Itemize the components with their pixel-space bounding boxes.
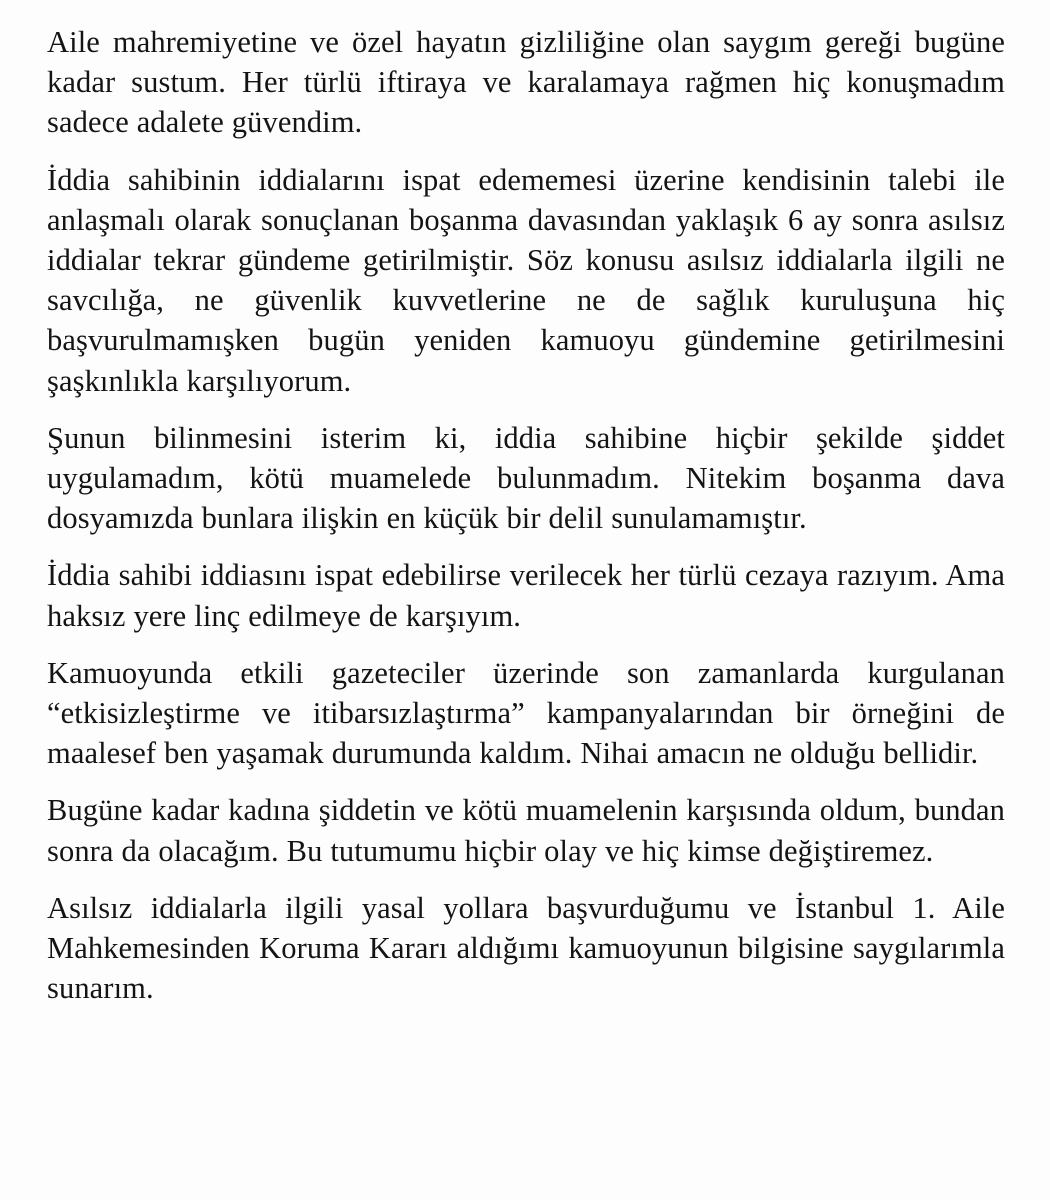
statement-body — [47, 22, 1005, 1008]
paragraph: Bugüne kadar kadına şiddetin ve kötü muamelenin karşısında oldum, bundan sonra da olacağım. Bu tutumumu hiçbir olay ve hiç kimse değiştiremez. — [47, 793, 1005, 868]
paragraph: Aile mahremiyetine ve özel hayatın gizliliğine olan saygım gereği bugüne kadar sustum. Her türlü iftiraya ve karalamaya rağmen hiç konuşmadım sadece adalete güvendim. — [47, 25, 1005, 140]
paragraph: Şunun bilinmesini isterim ki, iddia sahibine hiçbir şekilde şiddet uygulamadım, kötü muamelede bulunmadım. Nitekim boşanma dava dosyamızda bunlara ilişkin en küçük bir delil sunulamamıştır. — [47, 420, 1005, 536]
paragraph: Kamuoyunda etkili gazeteciler üzerinde son zamanlarda kurgulanan “etkisizleştirme ve itibarsızlaştırma” kampanyalarından bir örneğini de maalesef ben yaşamak durumunda kaldım. Nihai amacın ne olduğu bellidir. — [47, 655, 1005, 771]
paragraph: İddia sahibi iddiasını ispat edebilirse verilecek her türlü cezaya razıyım. Ama haksız yere linç edilmeye de karşıyım. — [47, 558, 1005, 633]
paragraph: Asılsız iddialarla ilgili yasal yollara başvurduğumu ve İstanbul 1. Aile Mahkemesinden Koruma Kararı aldığımı kamuoyunun bilgisine saygılarımla sunarım. — [47, 890, 1005, 1006]
paragraph: İddia sahibinin iddialarını ispat edememesi üzerine kendisinin talebi ile anlaşmalı olarak sonuçlanan boşanma davasından yaklaşık 6 ay sonra asılsız iddialar tekrar gündeme getirilmiştir. Söz konusu asılsız iddialarla ilgili ne savcılığa, ne güvenlik kuvvetlerine ne de sağlık kuruluşuna hiç başvurulmamışken bugün yeniden kamuoyu gündemine getirilmesini şaşkınlıkla karşılıyorum. — [47, 162, 1005, 398]
